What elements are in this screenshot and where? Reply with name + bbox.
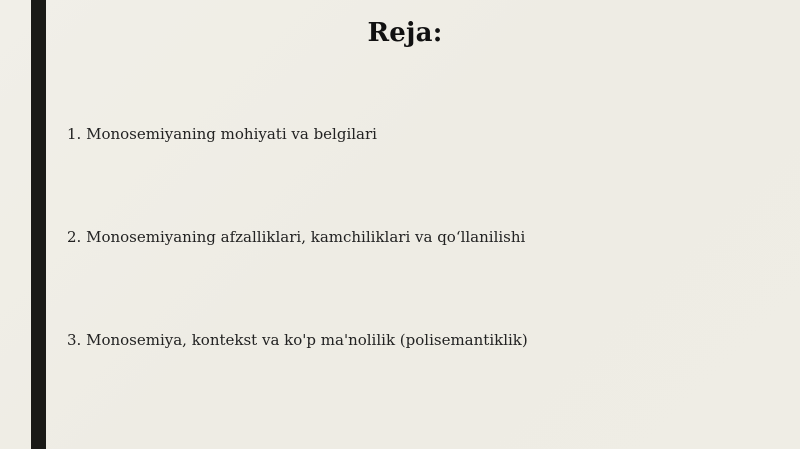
slide-title: Reja: [367,18,443,48]
plan-item-1: 1. Monosemiyaning mohiyati va belgilari [67,125,377,143]
plan-item-2: 2. Monosemiyaning afzalliklari, kamchiliklari va qo‘llanilishi [67,228,526,246]
left-accent-bar [31,0,46,449]
plan-item-3: 3. Monosemiya, kontekst va ko'p ma'nolilik (polisemantiklik) [67,331,528,349]
